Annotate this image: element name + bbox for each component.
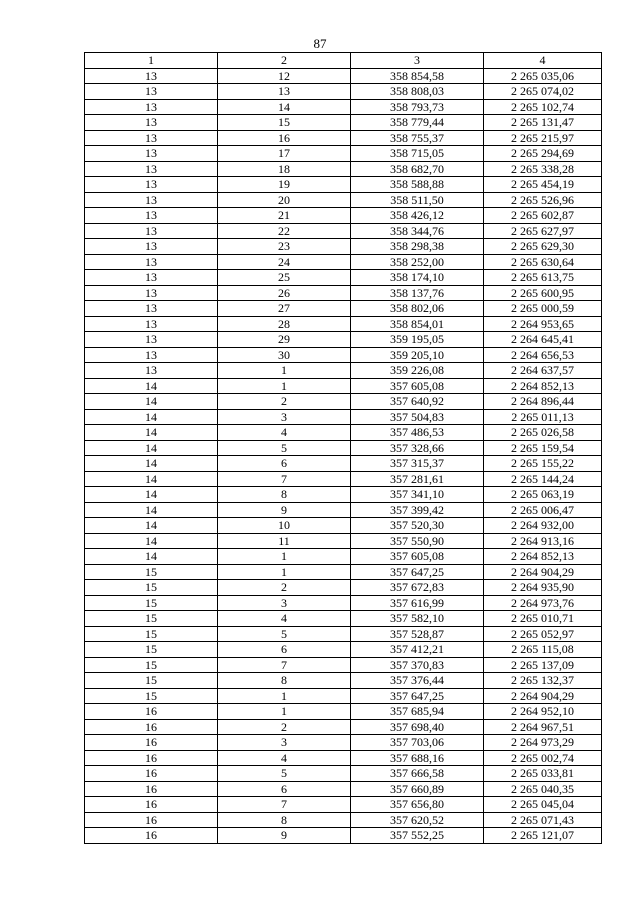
table-cell: 13 — [85, 332, 218, 348]
table-cell: 2 264 967,51 — [484, 719, 602, 735]
column-header: 1 — [85, 53, 218, 69]
table-cell: 23 — [218, 239, 351, 255]
table-cell: 357 698,40 — [351, 719, 484, 735]
table-cell: 29 — [218, 332, 351, 348]
table-row — [85, 595, 602, 611]
table-cell: 2 265 002,74 — [484, 750, 602, 766]
table-cell: 1 — [218, 363, 351, 379]
table-cell: 2 264 645,41 — [484, 332, 602, 348]
table-cell: 2 265 074,02 — [484, 84, 602, 100]
table-cell: 359 226,08 — [351, 363, 484, 379]
table-row — [85, 564, 602, 580]
table-cell: 357 486,53 — [351, 425, 484, 441]
table-cell: 357 341,10 — [351, 487, 484, 503]
table-cell: 3 — [218, 735, 351, 751]
table-cell: 2 265 294,69 — [484, 146, 602, 162]
table-cell: 16 — [85, 719, 218, 735]
table-row — [85, 316, 602, 332]
table-cell: 2 265 011,13 — [484, 409, 602, 425]
table-cell: 2 265 026,58 — [484, 425, 602, 441]
table-cell: 2 264 953,65 — [484, 316, 602, 332]
table-row — [85, 394, 602, 410]
table-cell: 357 281,61 — [351, 471, 484, 487]
table-cell: 358 344,76 — [351, 223, 484, 239]
table-cell: 5 — [218, 766, 351, 782]
table-cell: 358 854,01 — [351, 316, 484, 332]
table-cell: 7 — [218, 471, 351, 487]
table-row — [85, 487, 602, 503]
table-cell: 14 — [85, 518, 218, 534]
table-cell: 357 315,37 — [351, 456, 484, 472]
table-cell: 24 — [218, 254, 351, 270]
table-cell: 13 — [85, 177, 218, 193]
table-cell: 13 — [85, 239, 218, 255]
table-cell: 3 — [218, 595, 351, 611]
table-cell: 2 265 132,37 — [484, 673, 602, 689]
table-cell: 358 682,70 — [351, 161, 484, 177]
table-cell: 1 — [218, 564, 351, 580]
table-cell: 13 — [85, 161, 218, 177]
table-cell: 2 264 932,00 — [484, 518, 602, 534]
table-cell: 357 399,42 — [351, 502, 484, 518]
table-cell: 357 672,83 — [351, 580, 484, 596]
table-cell: 2 265 006,47 — [484, 502, 602, 518]
table-cell: 16 — [85, 797, 218, 813]
table-cell: 358 755,37 — [351, 130, 484, 146]
table-cell: 8 — [218, 487, 351, 503]
table-row — [85, 239, 602, 255]
table-cell: 2 265 613,75 — [484, 270, 602, 286]
table-cell: 4 — [218, 611, 351, 627]
table-cell: 357 703,06 — [351, 735, 484, 751]
table-cell: 358 298,38 — [351, 239, 484, 255]
table-cell: 2 265 000,59 — [484, 301, 602, 317]
table-cell: 357 520,30 — [351, 518, 484, 534]
table-cell: 4 — [218, 425, 351, 441]
column-header: 3 — [351, 53, 484, 69]
table-cell: 13 — [85, 99, 218, 115]
table-cell: 2 265 033,81 — [484, 766, 602, 782]
table-row — [85, 440, 602, 456]
table-row — [85, 130, 602, 146]
table-cell: 2 264 852,13 — [484, 378, 602, 394]
table-row — [85, 68, 602, 84]
table-cell: 15 — [85, 595, 218, 611]
table-cell: 6 — [218, 781, 351, 797]
table-cell: 14 — [85, 378, 218, 394]
coordinates-table — [84, 52, 602, 844]
table-cell: 16 — [218, 130, 351, 146]
table-cell: 357 528,87 — [351, 626, 484, 642]
table-cell: 13 — [85, 84, 218, 100]
table-cell: 2 264 973,29 — [484, 735, 602, 751]
table-cell: 7 — [218, 797, 351, 813]
table-cell: 358 793,73 — [351, 99, 484, 115]
table-cell: 13 — [85, 270, 218, 286]
table-cell: 9 — [218, 502, 351, 518]
table-cell: 357 620,52 — [351, 812, 484, 828]
table-cell: 2 265 063,19 — [484, 487, 602, 503]
table-cell: 358 174,10 — [351, 270, 484, 286]
table-cell: 27 — [218, 301, 351, 317]
table-cell: 2 264 637,57 — [484, 363, 602, 379]
table-cell: 12 — [218, 68, 351, 84]
table-cell: 16 — [85, 766, 218, 782]
table-cell: 30 — [218, 347, 351, 363]
table-cell: 2 264 973,76 — [484, 595, 602, 611]
table-cell: 14 — [85, 394, 218, 410]
table-cell: 2 264 904,29 — [484, 688, 602, 704]
table-row — [85, 766, 602, 782]
column-header: 2 — [218, 53, 351, 69]
table-cell: 2 265 131,47 — [484, 115, 602, 131]
table-cell: 2 265 121,07 — [484, 828, 602, 844]
table-row — [85, 781, 602, 797]
table-cell: 8 — [218, 812, 351, 828]
table-cell: 16 — [85, 750, 218, 766]
table-cell: 2 265 035,06 — [484, 68, 602, 84]
table-row — [85, 115, 602, 131]
table-cell: 357 640,92 — [351, 394, 484, 410]
table-cell: 357 605,08 — [351, 378, 484, 394]
table-row — [85, 812, 602, 828]
table-cell: 9 — [218, 828, 351, 844]
table-cell: 4 — [218, 750, 351, 766]
table-cell: 8 — [218, 673, 351, 689]
table-row — [85, 471, 602, 487]
table-cell: 7 — [218, 657, 351, 673]
table-cell: 18 — [218, 161, 351, 177]
table-cell: 357 666,58 — [351, 766, 484, 782]
table-cell: 357 412,21 — [351, 642, 484, 658]
table-cell: 13 — [85, 223, 218, 239]
table-cell: 358 854,58 — [351, 68, 484, 84]
table-cell: 17 — [218, 146, 351, 162]
table-cell: 357 685,94 — [351, 704, 484, 720]
table-cell: 2 265 010,71 — [484, 611, 602, 627]
table-cell: 2 265 115,08 — [484, 642, 602, 658]
table-cell: 16 — [85, 828, 218, 844]
table-cell: 358 715,05 — [351, 146, 484, 162]
table-cell: 2 265 155,22 — [484, 456, 602, 472]
table-cell: 6 — [218, 642, 351, 658]
table-cell: 357 370,83 — [351, 657, 484, 673]
table-cell: 359 205,10 — [351, 347, 484, 363]
table-cell: 14 — [85, 471, 218, 487]
table-cell: 13 — [85, 347, 218, 363]
table-cell: 11 — [218, 533, 351, 549]
table-cell: 13 — [85, 254, 218, 270]
table-cell: 13 — [85, 316, 218, 332]
table-cell: 357 656,80 — [351, 797, 484, 813]
table-cell: 2 265 338,28 — [484, 161, 602, 177]
table-cell: 2 264 935,90 — [484, 580, 602, 596]
table-row — [85, 704, 602, 720]
table-cell: 15 — [85, 642, 218, 658]
table-row — [85, 409, 602, 425]
table-cell: 358 808,03 — [351, 84, 484, 100]
table-cell: 2 265 040,35 — [484, 781, 602, 797]
table-row — [85, 518, 602, 534]
table-row — [85, 301, 602, 317]
table-row — [85, 363, 602, 379]
table-cell: 28 — [218, 316, 351, 332]
table-cell: 358 802,06 — [351, 301, 484, 317]
table-cell: 15 — [85, 673, 218, 689]
table-cell: 357 688,16 — [351, 750, 484, 766]
table-row — [85, 626, 602, 642]
table-row — [85, 378, 602, 394]
table-cell: 15 — [218, 115, 351, 131]
table-row — [85, 146, 602, 162]
table-cell: 14 — [85, 425, 218, 441]
table-cell: 13 — [85, 208, 218, 224]
table-cell: 14 — [85, 456, 218, 472]
table-cell: 1 — [218, 688, 351, 704]
table-row — [85, 208, 602, 224]
table-cell: 1 — [218, 378, 351, 394]
table-cell: 14 — [85, 549, 218, 565]
table-cell: 357 504,83 — [351, 409, 484, 425]
table-cell: 26 — [218, 285, 351, 301]
table-row — [85, 425, 602, 441]
table-cell: 2 265 215,97 — [484, 130, 602, 146]
table-cell: 2 265 159,54 — [484, 440, 602, 456]
table-row — [85, 673, 602, 689]
table-cell: 16 — [85, 704, 218, 720]
table-cell: 357 582,10 — [351, 611, 484, 627]
table-row — [85, 797, 602, 813]
table-cell: 25 — [218, 270, 351, 286]
table-row — [85, 750, 602, 766]
table-cell: 357 376,44 — [351, 673, 484, 689]
table-cell: 13 — [85, 301, 218, 317]
table-cell: 1 — [218, 549, 351, 565]
table-cell: 14 — [85, 487, 218, 503]
table-row — [85, 533, 602, 549]
table-cell: 22 — [218, 223, 351, 239]
table-cell: 2 265 627,97 — [484, 223, 602, 239]
table-cell: 358 137,76 — [351, 285, 484, 301]
table-cell: 16 — [85, 812, 218, 828]
table-cell: 2 265 102,74 — [484, 99, 602, 115]
table-cell: 1 — [218, 704, 351, 720]
table-cell: 5 — [218, 626, 351, 642]
table-cell: 14 — [218, 99, 351, 115]
table-cell: 14 — [85, 502, 218, 518]
table-cell: 15 — [85, 580, 218, 596]
table-header-row — [85, 53, 602, 69]
table-cell: 2 265 454,19 — [484, 177, 602, 193]
table-cell: 2 265 071,43 — [484, 812, 602, 828]
table-cell: 2 264 904,29 — [484, 564, 602, 580]
table-cell: 2 — [218, 580, 351, 596]
table-cell: 357 550,90 — [351, 533, 484, 549]
table-row — [85, 84, 602, 100]
table-cell: 5 — [218, 440, 351, 456]
table-cell: 2 265 600,95 — [484, 285, 602, 301]
table-cell: 15 — [85, 564, 218, 580]
table-cell: 14 — [85, 440, 218, 456]
table-cell: 13 — [85, 363, 218, 379]
table-body — [85, 68, 602, 843]
table-row — [85, 192, 602, 208]
table-row — [85, 611, 602, 627]
table-row — [85, 254, 602, 270]
table-row — [85, 828, 602, 844]
table-cell: 358 252,00 — [351, 254, 484, 270]
table-cell: 6 — [218, 456, 351, 472]
table-cell: 358 511,50 — [351, 192, 484, 208]
column-header: 4 — [484, 53, 602, 69]
table-cell: 2 264 913,16 — [484, 533, 602, 549]
table-cell: 13 — [85, 192, 218, 208]
table-cell: 15 — [85, 626, 218, 642]
table-cell: 19 — [218, 177, 351, 193]
table-cell: 358 779,44 — [351, 115, 484, 131]
table-cell: 357 616,99 — [351, 595, 484, 611]
table-cell: 13 — [85, 68, 218, 84]
table-cell: 13 — [85, 130, 218, 146]
table-cell: 357 328,66 — [351, 440, 484, 456]
table-cell: 13 — [85, 115, 218, 131]
table-cell: 2 264 896,44 — [484, 394, 602, 410]
table-cell: 359 195,05 — [351, 332, 484, 348]
table-cell: 357 647,25 — [351, 564, 484, 580]
table-cell: 16 — [85, 735, 218, 751]
page-number: 87 — [313, 36, 327, 51]
table-cell: 358 426,12 — [351, 208, 484, 224]
table-cell: 2 — [218, 719, 351, 735]
table-cell: 13 — [218, 84, 351, 100]
table-row — [85, 657, 602, 673]
table-cell: 2 264 656,53 — [484, 347, 602, 363]
table-cell: 20 — [218, 192, 351, 208]
table-cell: 2 265 526,96 — [484, 192, 602, 208]
table-cell: 2 265 045,04 — [484, 797, 602, 813]
table-row — [85, 161, 602, 177]
table-row — [85, 99, 602, 115]
table-row — [85, 177, 602, 193]
table-cell: 2 265 052,97 — [484, 626, 602, 642]
table-row — [85, 285, 602, 301]
table-cell: 358 588,88 — [351, 177, 484, 193]
table-row — [85, 642, 602, 658]
table-cell: 21 — [218, 208, 351, 224]
table-cell: 357 660,89 — [351, 781, 484, 797]
table-row — [85, 502, 602, 518]
table-cell: 2 265 630,64 — [484, 254, 602, 270]
table-cell: 2 265 137,09 — [484, 657, 602, 673]
table-cell: 2 — [218, 394, 351, 410]
table-cell: 2 264 852,13 — [484, 549, 602, 565]
table-row — [85, 735, 602, 751]
table-cell: 2 264 952,10 — [484, 704, 602, 720]
table-row — [85, 688, 602, 704]
table-row — [85, 580, 602, 596]
table-row — [85, 223, 602, 239]
table-cell: 2 265 144,24 — [484, 471, 602, 487]
table-row — [85, 332, 602, 348]
table-cell: 3 — [218, 409, 351, 425]
table-cell: 14 — [85, 533, 218, 549]
table-cell: 15 — [85, 611, 218, 627]
table-row — [85, 270, 602, 286]
table-cell: 16 — [85, 781, 218, 797]
table-row — [85, 549, 602, 565]
table-cell: 2 265 602,87 — [484, 208, 602, 224]
table-cell: 2 265 629,30 — [484, 239, 602, 255]
table-cell: 357 552,25 — [351, 828, 484, 844]
table-cell: 15 — [85, 688, 218, 704]
table-cell: 14 — [85, 409, 218, 425]
table-cell: 13 — [85, 285, 218, 301]
table-cell: 15 — [85, 657, 218, 673]
table-cell: 13 — [85, 146, 218, 162]
table-cell: 357 647,25 — [351, 688, 484, 704]
table-row — [85, 456, 602, 472]
table-cell: 10 — [218, 518, 351, 534]
table-cell: 357 605,08 — [351, 549, 484, 565]
table-row — [85, 347, 602, 363]
table-row — [85, 719, 602, 735]
